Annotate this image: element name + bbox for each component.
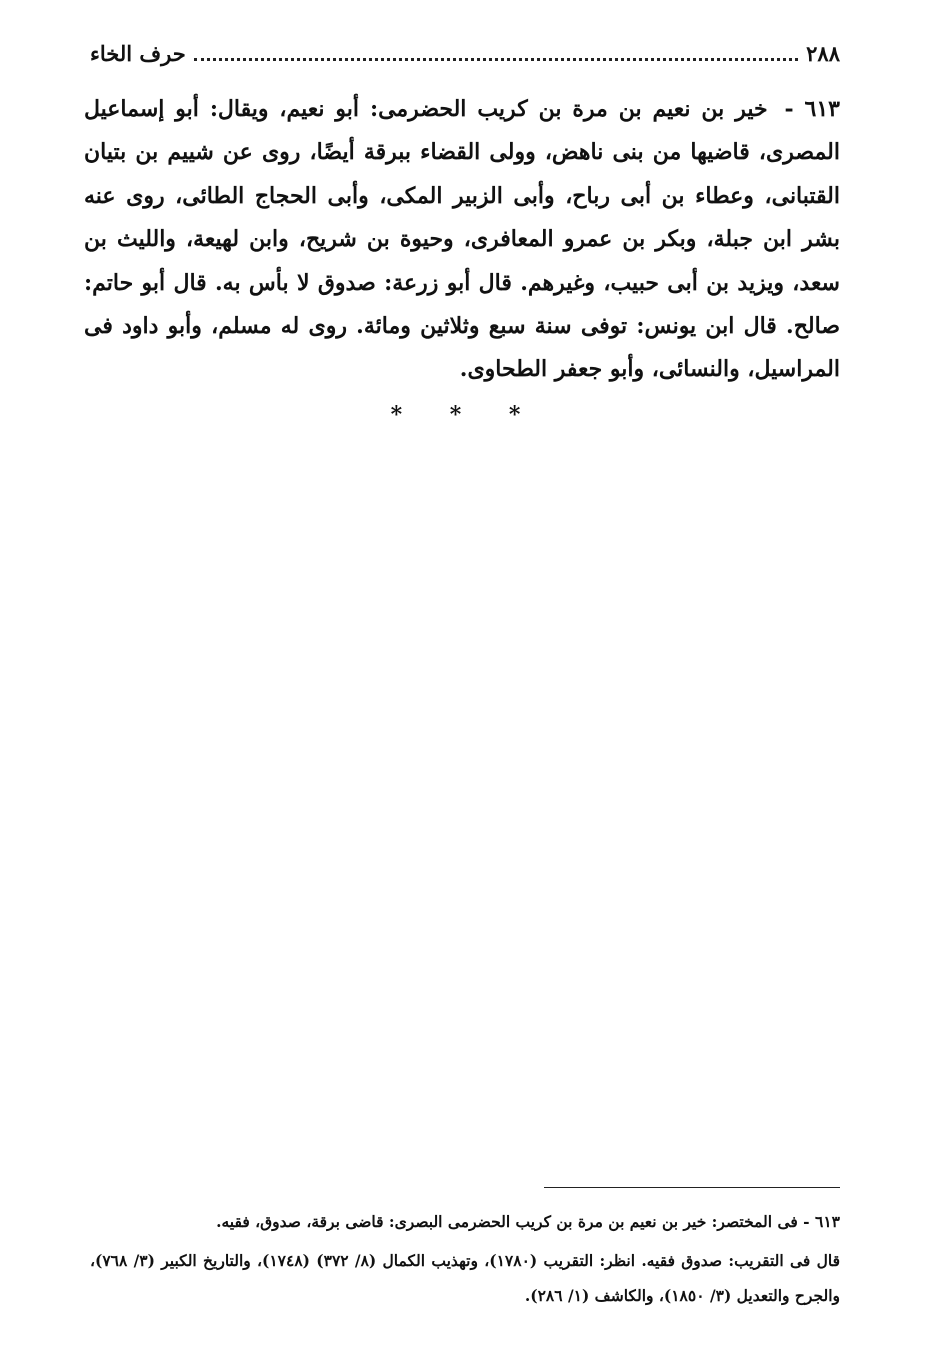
footnote-line: ٦١٣ - فى المختصر: خير بن نعيم بن مرة بن كريب الحضرمى البصرى: قاضى برقة، صدوق، فقيه. — [216, 1212, 840, 1231]
footnote-line: قال فى التقريب: صدوق فقيه. انظر: التقريب (١٧٨٠)، وتهذيب الكمال (٨/ ٣٧٢) (١٧٤٨)، والتاريخ الكبير (٣/ ٧٦٨)، والجرح والتعديل (٣/ ١٨٥٠)، والكاشف (١/ ٢٨٦). — [90, 1251, 841, 1305]
footnotes — [90, 1204, 840, 1313]
header-leader-dots — [194, 58, 798, 61]
running-header — [90, 36, 840, 70]
section-separator: * * * — [390, 402, 541, 428]
page-number: ٢٨٨ — [806, 40, 840, 66]
chapter-title: حرف الخاء — [90, 40, 186, 66]
entry-paragraph — [84, 88, 840, 392]
entry-number: ٦١٣ - — [784, 96, 840, 122]
footnote-divider — [544, 1187, 840, 1188]
entry-text: خير بن نعيم بن مرة بن كريب الحضرمى: أبو نعيم، ويقال: أبو إسماعيل المصرى، قاضيها من بنى ناهض، وولى القضاء ببرقة أيضًا، روى عن شييم بن بتيان القتبانى، وعطاء بن أبى رباح، وأبى الزبير المكى، وأبى الحجاج الطائى، روى عنه بشر ابن جبلة، وبكر بن عمرو المعافرى، وحيوة بن شريح، وابن لهيعة، والليث بن سعد، ويزيد بن أبى حبيب، وغيرهم. قال أبو زرعة: صدوق لا بأس به. قال أبو حاتم: صالح. قال ابن يونس: توفى سنة سبع وثلاثين ومائة. روى له مسلم، وأبو داود فى المراسيل، والنسائى، وأبو جعفر الطحاوى. — [84, 96, 840, 383]
